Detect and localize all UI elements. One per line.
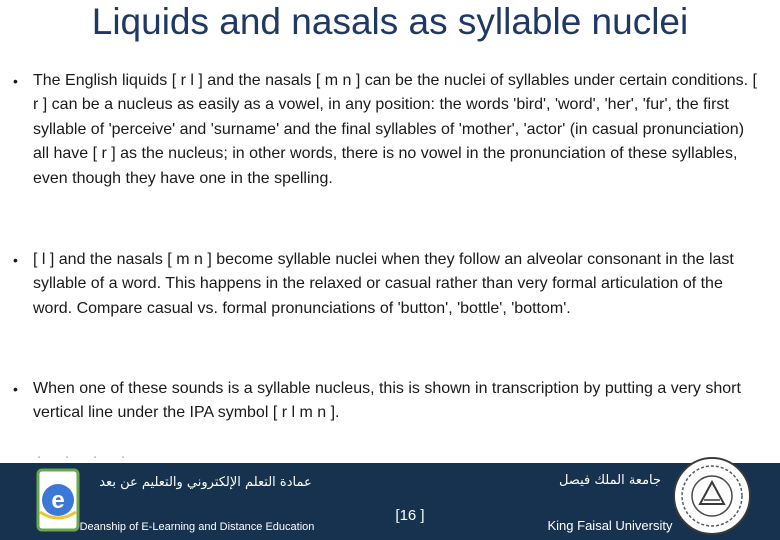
- svg-text:e: e: [51, 487, 65, 514]
- slide-title: Liquids and nasals as syllable nuclei: [91, 1, 689, 42]
- bullet-alveolar: [13, 248, 758, 321]
- bullet-text: The English liquids [ r l ] and the nasals [ m n ] can be the nuclei of syllables under certain conditions. [ r ] can be a nucleus as easily as a vowel, in any position: the words 'bird', 'word', 'her', 'fur', the first syllable of 'perceive' and 'surname' and the final syllables of 'mother', 'actor' (in casual pronunciation) all have [ r ] as the nucleus; in other words, there is no vowel in the pronunciation of these syllables, even though they have one in the spelling.: [33, 72, 757, 187]
- university-english: King Faisal University: [547, 518, 673, 533]
- bullet-text: [ l ] and the nasals [ m n ] become syllable nuclei when they follow an alveolar consonant in the last syllable of a word. This happens in the relaxed or casual rather than very formal articulation of the word. Compare casual vs. formal pronunciations of 'button', 'bottle', 'bottom'.: [33, 251, 734, 317]
- bullet-text: When one of these sounds is a syllable nucleus, this is shown in transcription by putting a very short vertical line under the IPA symbol [ r l m n ].: [33, 380, 741, 422]
- page-number: [16 ]: [395, 507, 425, 524]
- footer-bar: [0, 463, 780, 540]
- deanship-arabic: عمادة التعلم الإلكتروني والتعليم عن بعد: [99, 475, 312, 490]
- bullet-liquids-nasals: [13, 69, 758, 191]
- deanship-english: Deanship of E-Learning and Distance Education: [79, 521, 315, 533]
- bullet-transcription: [13, 377, 758, 426]
- bullet-dot-icon: •: [13, 252, 18, 268]
- university-arabic: جامعة الملك فيصل: [558, 473, 662, 488]
- syllabic-marks: ˌ ˌ ˌ ˌ: [36, 449, 135, 459]
- university-seal-icon: [672, 456, 752, 536]
- bullet-dot-icon: •: [13, 381, 18, 397]
- bullet-dot-icon: •: [13, 73, 18, 89]
